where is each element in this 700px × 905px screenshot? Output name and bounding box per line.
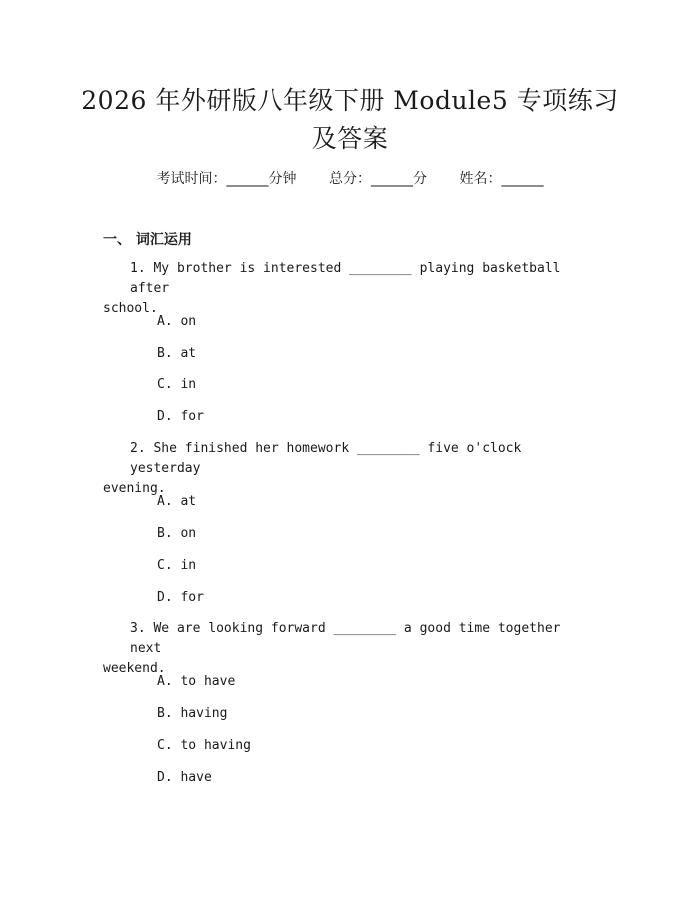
question-text: 3. We are looking forward ________ a good time together next <box>130 621 561 656</box>
option-c: C. in <box>157 558 197 573</box>
option-d: D. for <box>157 590 204 605</box>
question-text-cont: weekend. <box>103 661 166 676</box>
question-text-cont: school. <box>103 301 158 316</box>
option-a: A. at <box>157 494 197 509</box>
option-c: C. in <box>157 377 197 392</box>
exam-info <box>0 168 700 188</box>
document-title <box>0 82 700 158</box>
option-b: B. on <box>157 526 197 541</box>
option-d: D. have <box>157 770 212 785</box>
exam-score: 总分：______分 <box>329 171 427 187</box>
student-name: 姓名：______ <box>459 171 544 187</box>
option-a: A. on <box>157 314 197 329</box>
question-2 <box>103 439 573 499</box>
title-line-2: 及答案 <box>311 124 389 153</box>
title-line-1: 2026 年外研版八年级下册 Module5 专项练习 <box>81 86 619 115</box>
question-text: 2. She finished her homework ________ five o'clock yesterday <box>130 441 522 476</box>
section-heading: 一、 词汇运用 <box>103 232 192 248</box>
question-text: 1. My brother is interested ________ playing basketball after <box>130 261 561 296</box>
option-b: B. at <box>157 346 197 361</box>
option-c: C. to having <box>157 738 251 753</box>
question-1 <box>103 259 573 319</box>
exam-time: 考试时间：______分钟 <box>156 171 297 187</box>
question-text-cont: evening. <box>103 481 166 496</box>
question-3 <box>103 619 573 679</box>
option-a: A. to have <box>157 674 236 689</box>
option-b: B. having <box>157 706 228 721</box>
option-d: D. for <box>157 409 204 424</box>
